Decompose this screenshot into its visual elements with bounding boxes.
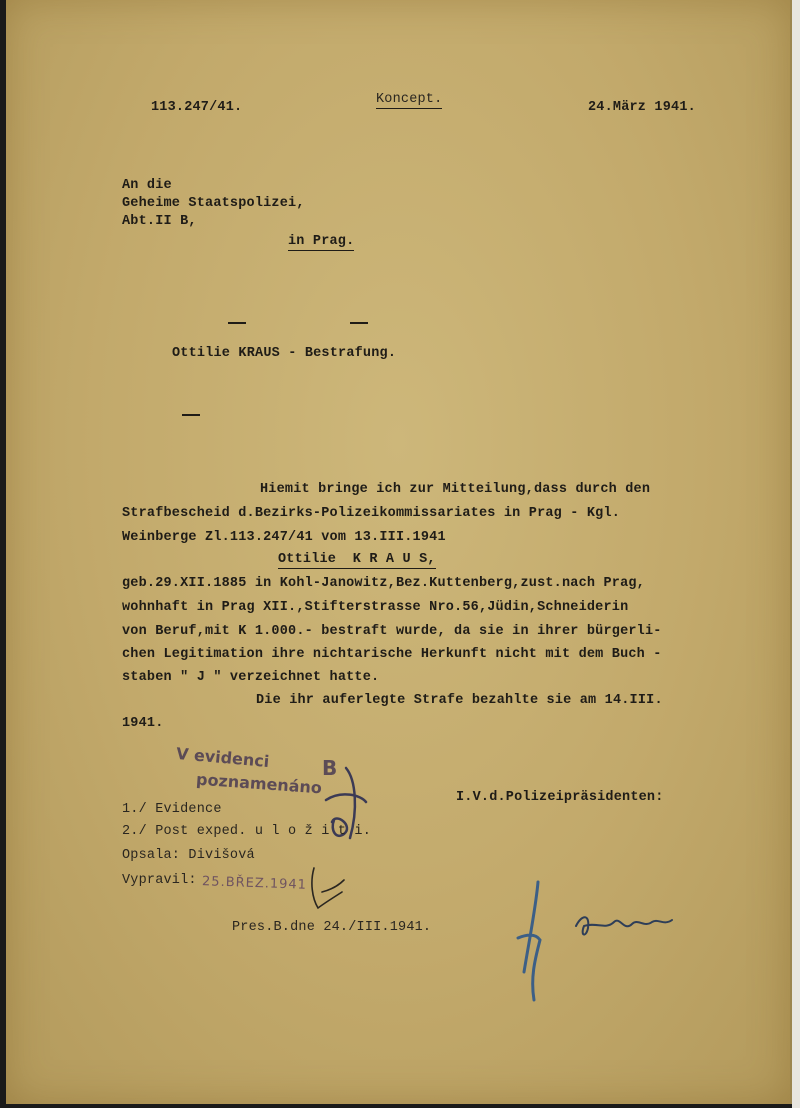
body-line-5: wohnhaft in Prag XII.,Stifterstrasse Nro.56,Jüdin,Schneiderin [122, 600, 629, 615]
body-line-7: chen Legitimation ihre nichtarische Herkunft nicht mit dem Buch - [122, 647, 662, 662]
document-page [6, 0, 793, 1104]
footer-item-1: 1./ Evidence [122, 802, 222, 817]
file-number: 113.247/41. [151, 100, 243, 115]
address-line-3: Abt.II B, [122, 214, 197, 229]
document-date: 24.März 1941. [588, 100, 696, 115]
footer-item-2: 2./ Post exped. u l o ž i t i. [122, 824, 372, 839]
sent-initials-icon [302, 862, 352, 918]
evidence-stamp-line-1: V evidenci [175, 743, 271, 772]
separator-dash [182, 414, 200, 416]
body-line-1: Hiemit bringe ich zur Mitteilung,dass durch den [260, 482, 651, 497]
body-line-4: geb.29.XII.1885 in Kohl-Janowitz,Bez.Kuttenberg,zust.nach Prag, [122, 576, 645, 591]
body-line-3: Weinberge Zl.113.247/41 vom 13.III.1941 [122, 530, 446, 545]
body-line-6: von Beruf,mit K 1.000.- bestraft wurde, da sie in ihrer bürgerli- [122, 624, 662, 639]
scan-border [792, 0, 800, 1108]
draft-label: Koncept. [376, 92, 443, 107]
sent-date-stamp: 25.BŘEZ.1941 [201, 874, 308, 893]
footer-pres-date: Pres.B.dne 24./III.1941. [232, 920, 432, 935]
address-line-4: in Prag. [288, 234, 355, 249]
signature-block-label: I.V.d.Polizeipräsidenten: [456, 790, 664, 805]
address-line-1: An die [122, 178, 172, 193]
footer-sent-label: Vypravil: [122, 873, 197, 888]
subject-line: Ottilie KRAUS - Bestrafung. [172, 346, 397, 361]
separator-dash [350, 322, 368, 324]
body-line-2: Strafbescheid d.Bezirks-Polizeikommissariates in Prag - Kgl. [122, 506, 621, 521]
handwritten-signature-icon [506, 876, 706, 1006]
footer-typist: Opsala: Divišová [122, 848, 255, 863]
body-line-8: staben " J " verzeichnet hatte. [122, 670, 380, 685]
body-line-9: Die ihr auferlegte Strafe bezahlte sie am 14.III. [256, 693, 663, 708]
stamp-mark-b: B [322, 756, 338, 780]
separator-dash [228, 322, 246, 324]
evidence-stamp-line-2: poznamenáno [195, 769, 323, 798]
address-line-2: Geheime Staatspolizei, [122, 196, 305, 211]
person-name: Ottilie K R A U S, [278, 552, 436, 567]
body-line-10: 1941. [122, 716, 164, 731]
